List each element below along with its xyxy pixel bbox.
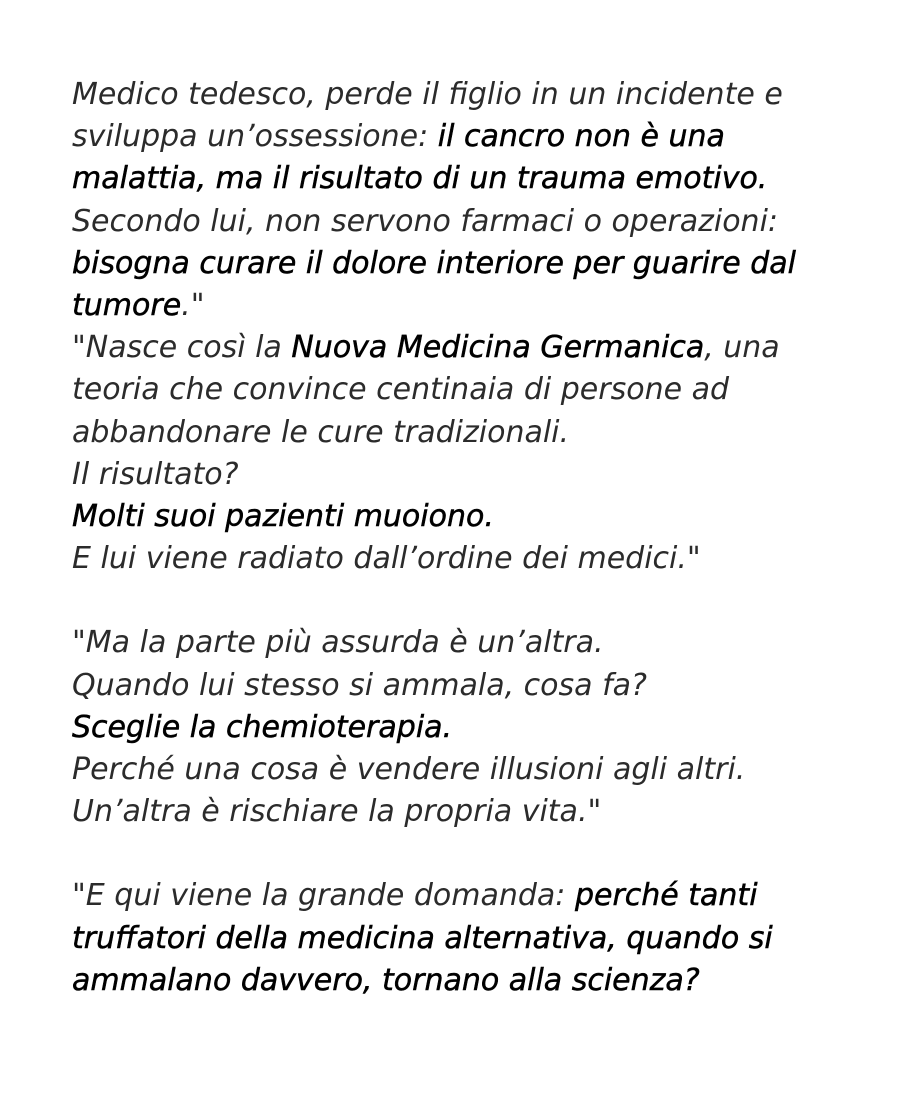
emphasis-text: Nuova Medicina Germanica (291, 330, 705, 366)
text-line (72, 74, 862, 116)
text-run: Un’altra è rischiare la propria vita." (72, 794, 602, 830)
emphasis-text: perché tanti (574, 878, 758, 914)
text-run: sviluppa un’ossessione: (72, 119, 438, 155)
text-run: Quando lui stesso si ammala, cosa fa? (72, 667, 647, 703)
text-line (72, 327, 862, 369)
text-line (72, 960, 862, 1002)
emphasis-text: truffatori della medicina alternativa, quando si (72, 920, 773, 956)
text-run: "Ma la parte più assurda è un’altra. (72, 625, 604, 661)
text-line (72, 412, 862, 454)
text-run: Medico tedesco, perde il figlio in un incidente e (72, 77, 783, 112)
emphasis-text: ammalano davvero, tornano alla scienza? (72, 962, 700, 998)
emphasis-text: malattia, ma il risultato di un trauma emotivo. (72, 161, 768, 197)
emphasis-text: il cancro non è una (437, 119, 725, 155)
text-line (72, 454, 862, 496)
text-line (72, 538, 862, 580)
text-line (72, 285, 862, 327)
text-run: "E qui viene la grande domanda: (72, 878, 575, 914)
text-line (72, 918, 862, 960)
emphasis-text: Sceglie la chemioterapia. (72, 709, 453, 745)
text-line (72, 158, 862, 200)
text-run: "Nasce così la (72, 330, 292, 366)
text-run: Il risultato? (72, 456, 239, 492)
text-line (72, 749, 862, 791)
text-line (72, 369, 862, 411)
emphasis-text: tumore (72, 288, 182, 324)
text-run: E lui viene radiato dall’ordine dei medici." (72, 541, 701, 577)
paragraph-2 (72, 622, 862, 833)
text-run: abbandonare le cure tradizionali. (72, 414, 570, 450)
text-run: ." (181, 288, 205, 324)
text-line (72, 707, 862, 749)
text-line (72, 201, 862, 243)
text-line (72, 665, 862, 707)
paragraph-1 (72, 74, 862, 580)
text-line (72, 791, 862, 833)
text-line (72, 243, 862, 285)
text-run: Secondo lui, non servono farmaci o operazioni: (72, 203, 779, 239)
emphasis-text: bisogna curare il dolore interiore per guarire dal (72, 245, 796, 281)
text-line (72, 622, 862, 664)
text-run: teoria che convince centinaia di persone ad (72, 372, 729, 408)
text-line (72, 496, 862, 538)
text-line (72, 875, 862, 917)
paragraph-3 (72, 875, 862, 1002)
text-run: Perché una cosa è vendere illusioni agli altri. (72, 752, 746, 788)
text-run: , una (704, 330, 780, 366)
text-line (72, 116, 862, 158)
document-body (72, 74, 862, 1002)
emphasis-text: Molti suoi pazienti muoiono. (72, 499, 494, 535)
